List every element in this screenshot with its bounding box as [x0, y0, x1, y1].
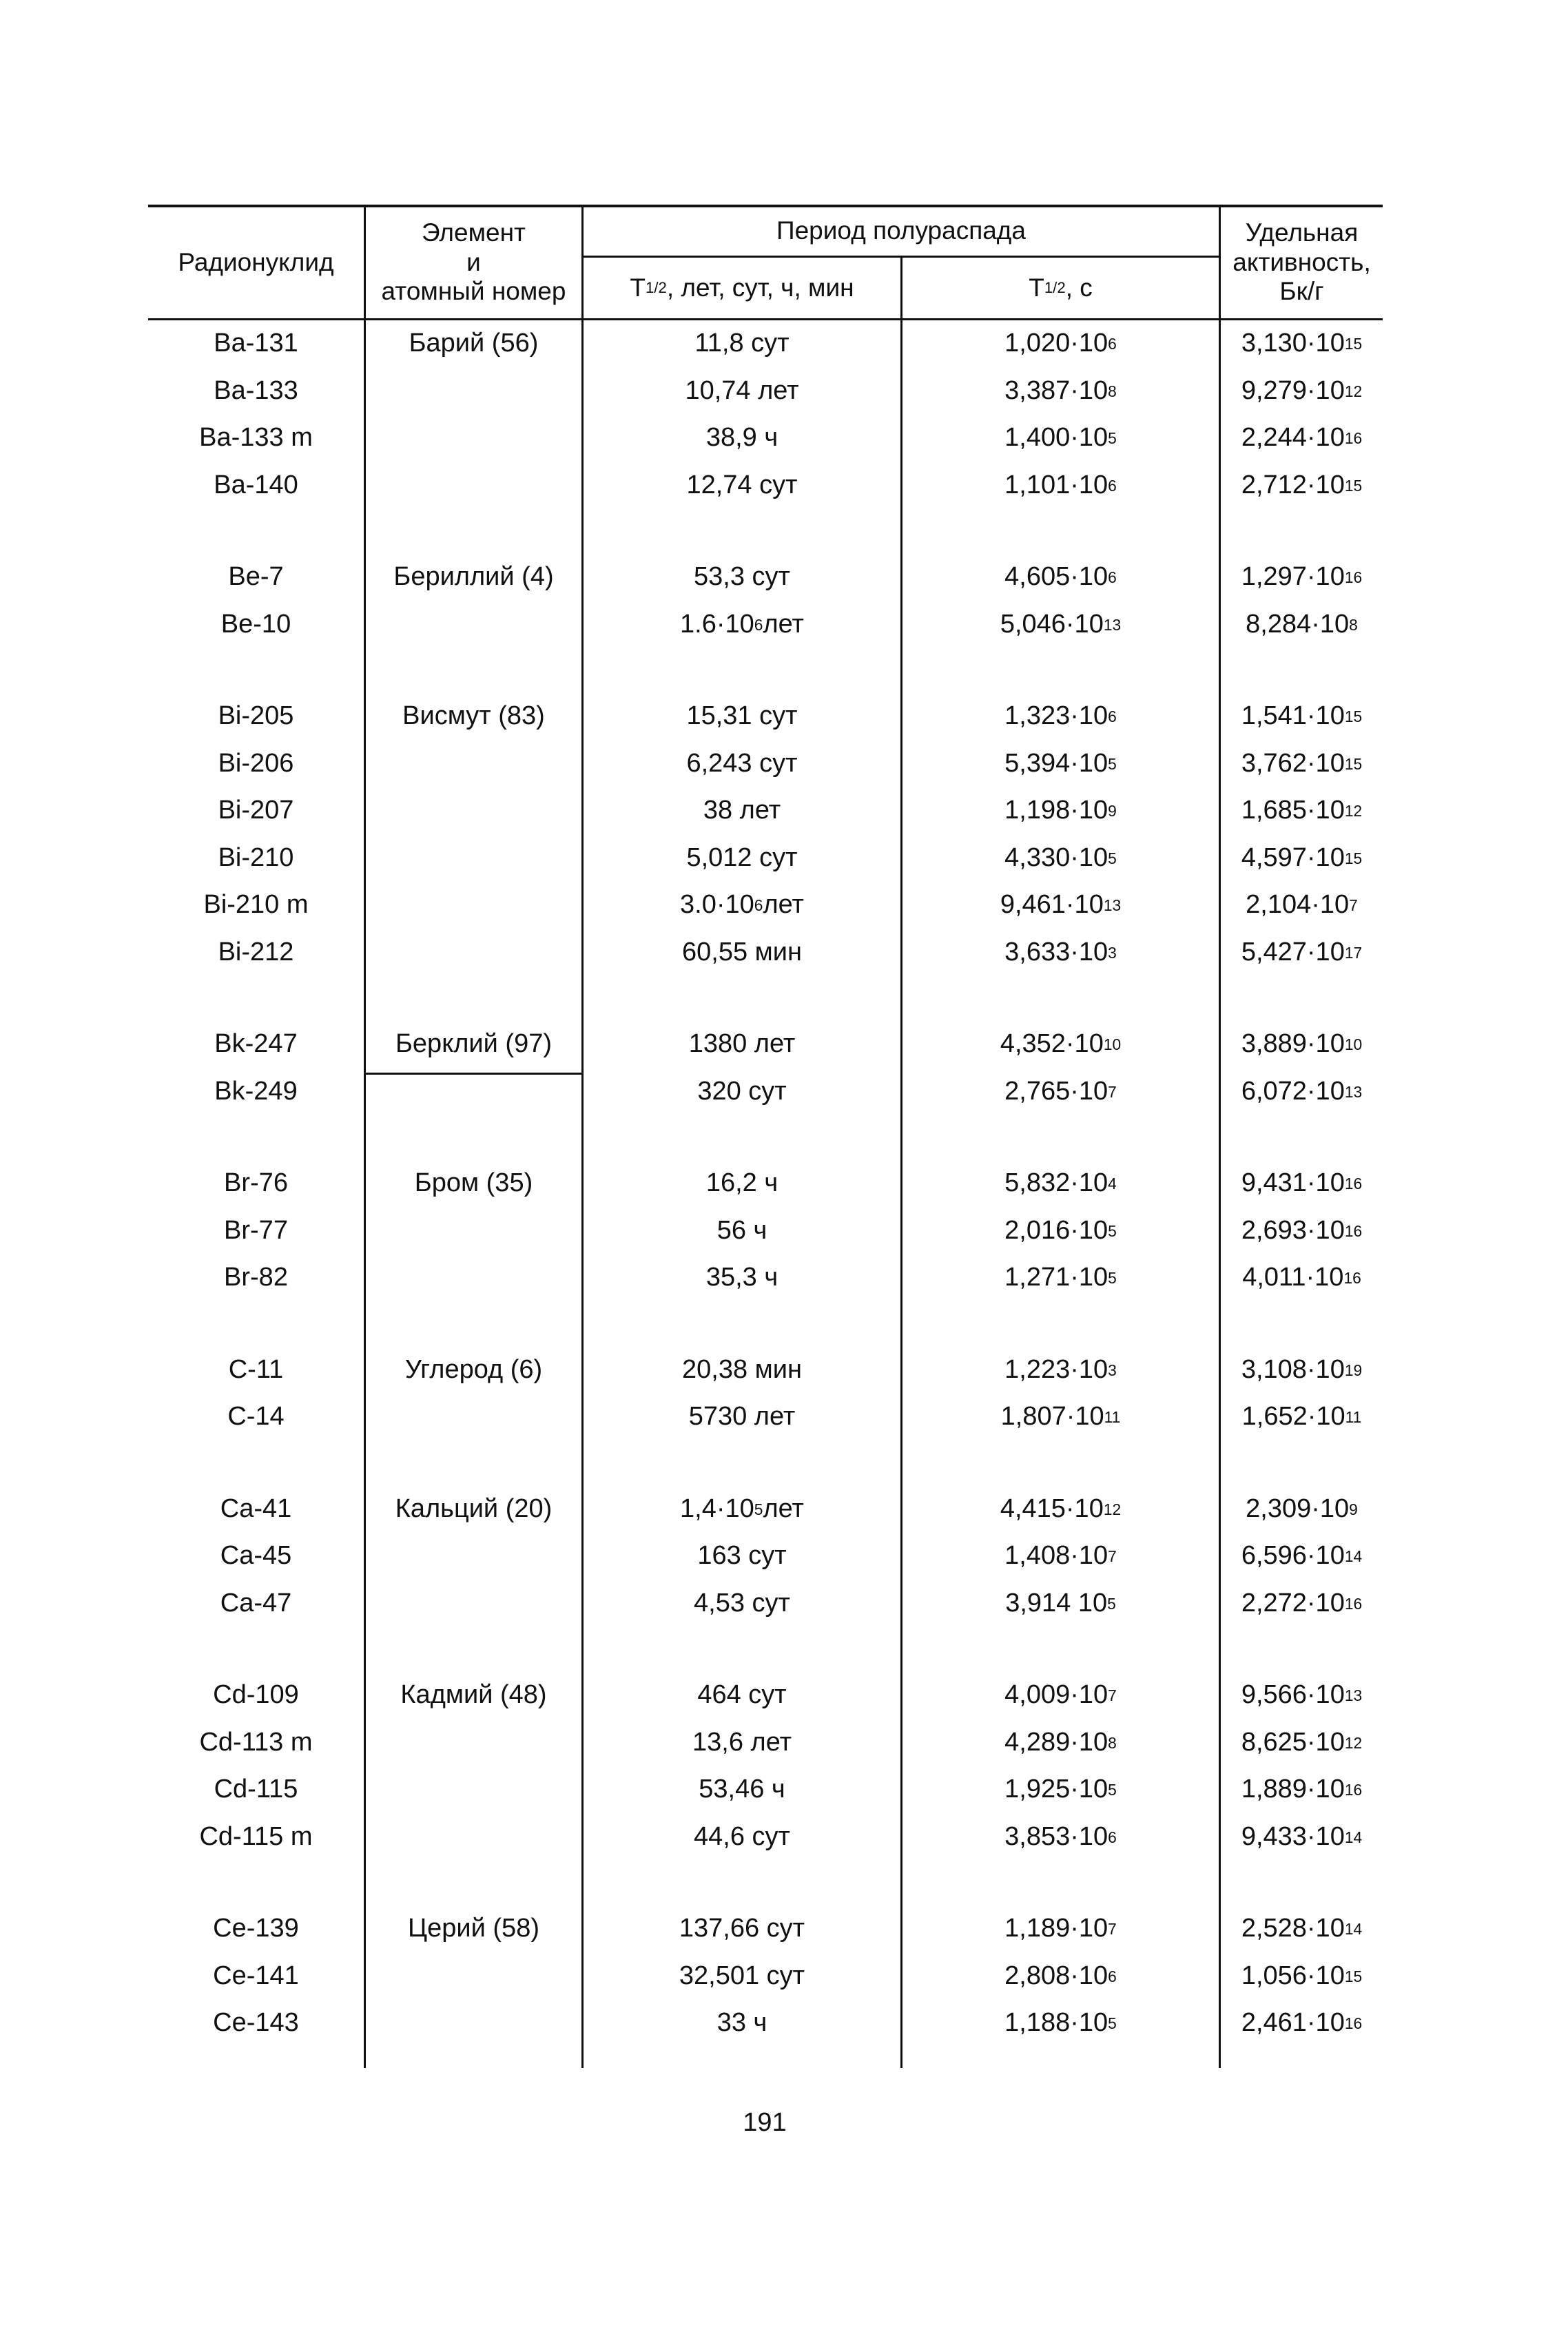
- header-half-life-units: T 1/2 , лет, сут, ч, мин: [630, 273, 854, 302]
- half-life-seconds-cell: 5,832·10 4: [1004, 1168, 1117, 1198]
- nuclide-cell: [148, 1672, 364, 1719]
- activity-cell: 2,712·10 15: [1241, 470, 1363, 499]
- activity-mantissa: 1,685·10: [1241, 796, 1345, 825]
- activity-mantissa: 2,528·10: [1241, 1914, 1345, 1943]
- header-specific-activity: [1221, 207, 1383, 318]
- nuclide-cell: [148, 368, 364, 415]
- nuclide-name: Ca-41: [220, 1494, 292, 1523]
- header-half-life-group-text: Период полураспада: [776, 216, 1026, 245]
- nuclide-cell: [148, 1347, 364, 1394]
- half-life-seconds-cell: 1,925·10 5: [1004, 1775, 1117, 1804]
- activity-mantissa: 2,272·10: [1241, 1588, 1345, 1618]
- nuclide-name: Bi-206: [218, 748, 294, 778]
- header-activity-line2: активность,: [1232, 247, 1371, 276]
- half-life-seconds-cell: 1,271·10 5: [1004, 1263, 1117, 1292]
- header-half-life-seconds: T 1/2 , с: [1029, 273, 1093, 302]
- nuclide-name: Ba-133 m: [199, 423, 313, 453]
- half-life-seconds-cell: 2,016·10 5: [1004, 1215, 1117, 1245]
- activity-cell: 3,108·10 19: [1241, 1354, 1363, 1384]
- half-life-seconds-mantissa: 2,808·10: [1004, 1961, 1108, 1990]
- nuclide-cell: [148, 882, 364, 929]
- nuclide-name: Cd-115: [214, 1775, 298, 1804]
- activity-cell: 3,889·10 10: [1241, 1029, 1363, 1059]
- nuclide-cell: [148, 2000, 364, 2047]
- element-name: Кальций (20): [395, 1494, 553, 1523]
- half-life-seconds-cell: 1,198·10 9: [1004, 796, 1117, 825]
- half-life-seconds-cell: 1,323·10 6: [1004, 701, 1117, 731]
- half-life-cell: [584, 415, 900, 462]
- nuclide-name: Bi-210: [218, 843, 294, 872]
- half-life-seconds-mantissa: 1,223·10: [1004, 1354, 1108, 1384]
- activity-mantissa: 1,297·10: [1241, 562, 1345, 592]
- half-life-seconds-cell: 4,605·10 6: [1004, 562, 1117, 592]
- activity-mantissa: 4,597·10: [1241, 843, 1345, 872]
- half-life-cell: [584, 1672, 900, 1719]
- nuclide-name: Cd-113 m: [199, 1727, 313, 1757]
- half-life-cell: [584, 1580, 900, 1628]
- half-life-seconds-cell: 4,415·10 12: [1000, 1494, 1122, 1523]
- activity-mantissa: 8,284·10: [1246, 609, 1350, 639]
- half-life-value: 35,3 ч: [705, 1263, 778, 1292]
- half-life-cell: [584, 1347, 900, 1394]
- half-life-cell: 1,4·10 5 лет: [680, 1494, 804, 1523]
- half-life-seconds-cell: 5,046·10 13: [1000, 609, 1122, 639]
- half-life-seconds-cell: 3,387·10 8: [1004, 375, 1117, 405]
- nuclide-cell: [148, 601, 364, 649]
- header-element-line3: атомный номер: [381, 277, 566, 306]
- activity-cell: 9,566·10 13: [1241, 1680, 1363, 1710]
- half-life-seconds-cell: 3,914 10 5: [1005, 1588, 1116, 1618]
- nuclide-cell: [148, 1766, 364, 1814]
- header-activity-line1: Удельная: [1245, 218, 1359, 247]
- half-life-seconds-cell: 3,853·10 6: [1004, 1821, 1117, 1851]
- half-life-cell: [584, 1766, 900, 1814]
- element-name: Бериллий (4): [393, 562, 554, 592]
- activity-cell: 9,279·10 12: [1241, 375, 1363, 405]
- element-name: Висмут (83): [402, 701, 545, 731]
- activity-cell: 8,625·10 12: [1241, 1727, 1363, 1757]
- half-life-cell: [584, 1394, 900, 1441]
- half-life-seconds-mantissa: 1,198·10: [1004, 796, 1108, 825]
- half-life-value: 4,53 сут: [694, 1588, 790, 1618]
- nuclide-name: Ca-45: [220, 1541, 292, 1571]
- half-life-seconds-mantissa: 5,394·10: [1004, 748, 1108, 778]
- element-name: Бром (35): [414, 1168, 533, 1198]
- half-life-value: 20,38 мин: [682, 1354, 802, 1384]
- half-life-seconds-cell: 1,807·10 11: [1000, 1402, 1121, 1432]
- half-life-cell: [584, 462, 900, 510]
- half-life-value: 11,8 сут: [694, 329, 790, 358]
- half-life-seconds-mantissa: 1,400·10: [1004, 423, 1108, 453]
- half-life-value: 56 ч: [716, 1215, 767, 1245]
- activity-mantissa: 1,652·10: [1241, 1402, 1345, 1432]
- header-half-life-seconds-text: , с: [1065, 273, 1093, 302]
- nuclide-name: Ce-143: [213, 2008, 299, 2038]
- activity-cell: 4,597·10 15: [1241, 843, 1363, 872]
- activity-mantissa: 4,011·10: [1242, 1263, 1344, 1292]
- activity-cell: 9,431·10 16: [1241, 1168, 1363, 1198]
- half-life-value: 1.6·10: [680, 609, 754, 639]
- nuclide-name: Ce-139: [213, 1914, 299, 1943]
- half-life-cell: [584, 1905, 900, 1953]
- half-life-cell: [584, 1021, 900, 1068]
- header-half-life-group: [584, 207, 1219, 256]
- activity-cell: 2,461·10 16: [1241, 2008, 1363, 2038]
- nuclide-name: Ba-131: [214, 329, 298, 358]
- berkelium-underline: [365, 1073, 583, 1075]
- activity-mantissa: 1,056·10: [1241, 1961, 1345, 1990]
- half-life-value: 163 сут: [697, 1541, 787, 1571]
- element-name: Кадмий (48): [400, 1680, 547, 1710]
- nuclide-name: Br-76: [224, 1168, 288, 1198]
- activity-mantissa: 3,762·10: [1241, 748, 1345, 778]
- half-life-seconds-mantissa: 3,853·10: [1004, 1821, 1108, 1851]
- half-life-cell: [584, 1068, 900, 1116]
- element-name: Берклий (97): [395, 1029, 553, 1059]
- element-name: Церий (58): [408, 1914, 539, 1943]
- nuclide-name: Ce-141: [213, 1961, 299, 1990]
- activity-cell: 2,244·10 16: [1241, 423, 1363, 453]
- nuclide-cell: [148, 1953, 364, 2001]
- nuclide-cell: [148, 462, 364, 510]
- activity-mantissa: 9,431·10: [1241, 1168, 1345, 1198]
- nuclide-cell: [148, 1486, 364, 1533]
- activity-cell: 1,685·10 12: [1241, 796, 1363, 825]
- header-radionuclide: [148, 207, 364, 318]
- half-life-value: 38 лет: [703, 796, 781, 825]
- half-life-seconds-cell: 5,394·10 5: [1004, 748, 1117, 778]
- half-life-seconds-mantissa: 2,016·10: [1004, 1215, 1108, 1245]
- nuclide-name: C-11: [228, 1354, 284, 1384]
- activity-mantissa: 9,566·10: [1241, 1680, 1345, 1710]
- half-life-unit: лет: [763, 609, 804, 639]
- half-life-seconds-mantissa: 4,289·10: [1004, 1727, 1108, 1757]
- nuclide-name: Ba-140: [214, 470, 298, 499]
- nuclide-name: Cd-115 m: [199, 1821, 313, 1851]
- nuclide-name: Bi-210 m: [203, 890, 309, 920]
- nuclide-cell: [148, 741, 364, 788]
- half-life-seconds-cell: 2,765·10 7: [1004, 1076, 1117, 1106]
- element-cell: [366, 1905, 581, 1953]
- half-life-seconds-cell: 2,808·10 6: [1004, 1961, 1117, 1990]
- activity-cell: 5,427·10 17: [1241, 937, 1363, 967]
- half-life-cell: [584, 1719, 900, 1767]
- half-life-seconds-cell: 3,633·10 3: [1004, 937, 1117, 967]
- nuclide-name: Bi-207: [218, 796, 294, 825]
- half-life-seconds-mantissa: 1,101·10: [1004, 470, 1108, 499]
- element-cell: [366, 1486, 581, 1533]
- half-life-seconds-cell: 1,101·10 6: [1004, 470, 1117, 499]
- half-life-value: 320 сут: [697, 1076, 787, 1106]
- half-life-value: 1,4·10: [680, 1494, 754, 1523]
- half-life-value: 1380 лет: [688, 1029, 796, 1059]
- t-symbol: T: [1029, 273, 1044, 302]
- half-life-seconds-cell: 1,189·10 7: [1004, 1914, 1117, 1943]
- nuclide-cell: [148, 1068, 364, 1116]
- activity-cell: 1,056·10 15: [1241, 1961, 1363, 1990]
- half-life-cell: 3.0·10 6 лет: [680, 890, 804, 920]
- half-life-value: 10,74 лет: [685, 375, 799, 405]
- half-life-seconds-mantissa: 2,765·10: [1004, 1076, 1108, 1106]
- t-symbol: T: [630, 273, 646, 302]
- activity-mantissa: 6,596·10: [1241, 1541, 1345, 1571]
- half-life-seconds-cell: 4,352·10 10: [1000, 1029, 1122, 1059]
- activity-mantissa: 5,427·10: [1241, 937, 1345, 967]
- activity-cell: 6,596·10 14: [1241, 1541, 1363, 1571]
- activity-mantissa: 1,541·10: [1241, 701, 1345, 731]
- header-element: [366, 207, 581, 318]
- half-life-cell: [584, 835, 900, 882]
- activity-cell: 1,297·10 16: [1241, 562, 1363, 592]
- nuclide-name: Bk-247: [214, 1029, 298, 1059]
- nuclide-cell: [148, 1254, 364, 1302]
- nuclide-cell: [148, 415, 364, 462]
- activity-mantissa: 9,279·10: [1241, 375, 1345, 405]
- half-life-value: 32,501 сут: [679, 1961, 805, 1990]
- half-life-cell: [584, 554, 900, 601]
- half-life-value: 15,31 сут: [686, 701, 798, 731]
- half-life-cell: [584, 741, 900, 788]
- half-life-seconds-mantissa: 5,046·10: [1000, 609, 1104, 639]
- half-life-seconds-cell: 1,400·10 5: [1004, 423, 1117, 453]
- half-life-cell: [584, 2000, 900, 2047]
- element-name: Углерод (6): [404, 1354, 543, 1384]
- half-life-value: 5,012 сут: [686, 843, 798, 872]
- half-life-seconds-mantissa: 5,832·10: [1004, 1168, 1108, 1198]
- half-life-seconds-cell: 1,188·10 5: [1004, 2008, 1117, 2038]
- half-life-seconds-mantissa: 9,461·10: [1000, 890, 1104, 920]
- half-life-seconds-mantissa: 4,330·10: [1004, 843, 1108, 872]
- activity-cell: 2,272·10 16: [1241, 1588, 1363, 1618]
- half-life-seconds-mantissa: 1,807·10: [1000, 1402, 1104, 1432]
- half-life-value: 6,243 сут: [686, 748, 798, 778]
- half-life-seconds-mantissa: 4,352·10: [1000, 1029, 1104, 1059]
- header-activity-line3: Бк/г: [1279, 277, 1324, 306]
- header-element-line1: Элемент: [422, 218, 526, 247]
- activity-mantissa: 3,108·10: [1241, 1354, 1345, 1384]
- half-life-cell: 1.6·10 6 лет: [680, 609, 804, 639]
- half-life-seconds-cell: 1,223·10 3: [1004, 1354, 1117, 1384]
- activity-cell: 3,762·10 15: [1241, 748, 1363, 778]
- half-life-seconds-mantissa: 1,020·10: [1004, 329, 1108, 358]
- half-life-unit: лет: [763, 1494, 804, 1523]
- half-life-cell: [584, 320, 900, 368]
- half-life-cell: [584, 1533, 900, 1580]
- nuclide-name: Cd-109: [213, 1680, 299, 1710]
- element-cell: [366, 554, 581, 601]
- nuclide-name: Br-82: [224, 1263, 288, 1292]
- activity-mantissa: 1,889·10: [1241, 1775, 1345, 1804]
- activity-cell: 9,433·10 14: [1241, 1821, 1363, 1851]
- half-life-value: 13,6 лет: [692, 1727, 792, 1757]
- nuclide-cell: [148, 1533, 364, 1580]
- element-cell: [366, 1672, 581, 1719]
- half-life-cell: [584, 1254, 900, 1302]
- half-life-value: 53,3 сут: [694, 562, 790, 592]
- half-life-seconds-cell: 1,408·10 7: [1004, 1541, 1117, 1571]
- element-cell: [366, 693, 581, 741]
- half-life-seconds-mantissa: 3,387·10: [1004, 375, 1108, 405]
- nuclide-cell: [148, 835, 364, 882]
- half-life-cell: [584, 368, 900, 415]
- activity-mantissa: 2,309·10: [1246, 1494, 1350, 1523]
- element-cell: [366, 1021, 581, 1068]
- element-cell: [366, 320, 581, 368]
- half-life-seconds-mantissa: 3,633·10: [1004, 937, 1108, 967]
- half-life-cell: [584, 1160, 900, 1208]
- nuclide-name: Ba-133: [214, 375, 298, 405]
- activity-cell: 1,652·10 11: [1241, 1402, 1362, 1432]
- nuclide-name: Bi-212: [218, 937, 294, 967]
- page-number: 191: [743, 2108, 787, 2137]
- half-life-cell: [584, 1814, 900, 1861]
- activity-mantissa: 2,461·10: [1241, 2008, 1345, 2038]
- nuclide-name: Be-7: [228, 562, 284, 592]
- half-life-seconds-mantissa: 3,914 10: [1005, 1588, 1108, 1618]
- half-life-value: 464 сут: [697, 1680, 787, 1710]
- nuclide-cell: [148, 1905, 364, 1953]
- half-life-seconds-mantissa: 1,925·10: [1004, 1775, 1108, 1804]
- half-life-unit: лет: [763, 890, 804, 920]
- activity-mantissa: 2,104·10: [1246, 890, 1350, 920]
- nuclide-cell: [148, 1719, 364, 1767]
- activity-mantissa: 9,433·10: [1241, 1821, 1345, 1851]
- half-life-value: 16,2 ч: [705, 1168, 778, 1198]
- nuclide-cell: [148, 320, 364, 368]
- half-life-value: 5730 лет: [688, 1402, 796, 1432]
- nuclide-name: Be-10: [220, 609, 291, 639]
- half-life-value: 38,9 ч: [705, 423, 778, 453]
- half-life-seconds-cell: 4,289·10 8: [1004, 1727, 1117, 1757]
- nuclide-cell: [148, 554, 364, 601]
- activity-cell: 2,693·10 16: [1241, 1215, 1363, 1245]
- nuclide-cell: [148, 1814, 364, 1861]
- nuclide-name: Ca-47: [220, 1588, 292, 1618]
- half-life-cell: [584, 1208, 900, 1255]
- half-life-value: 12,74 сут: [686, 470, 798, 499]
- activity-mantissa: 3,130·10: [1241, 329, 1345, 358]
- nuclide-name: Bi-205: [218, 701, 294, 731]
- half-life-seconds-mantissa: 1,188·10: [1004, 2008, 1108, 2038]
- nuclide-name: Br-77: [224, 1215, 288, 1245]
- activity-mantissa: 2,712·10: [1241, 470, 1345, 499]
- col-divider-1: [364, 206, 366, 2068]
- activity-mantissa: 2,244·10: [1241, 423, 1345, 453]
- activity-cell: 1,541·10 15: [1241, 701, 1363, 731]
- activity-mantissa: 2,693·10: [1241, 1215, 1345, 1245]
- element-cell: [366, 1347, 581, 1394]
- half-life-seconds-mantissa: 1,189·10: [1004, 1914, 1108, 1943]
- nuclide-cell: [148, 787, 364, 835]
- nuclide-name: Bk-249: [214, 1076, 298, 1106]
- element-cell: [366, 1160, 581, 1208]
- half-life-seconds-cell: 1,020·10 6: [1004, 329, 1117, 358]
- half-life-seconds-cell: 9,461·10 13: [1000, 890, 1122, 920]
- nuclide-cell: [148, 1394, 364, 1441]
- activity-cell: 2,528·10 14: [1241, 1914, 1363, 1943]
- half-life-cell: [584, 1953, 900, 2001]
- activity-mantissa: 6,072·10: [1241, 1076, 1345, 1106]
- element-name: Барий (56): [409, 329, 539, 358]
- half-life-value: 44,6 сут: [694, 1821, 790, 1851]
- activity-cell: 4,011·10 16: [1242, 1263, 1361, 1292]
- nuclide-cell: [148, 693, 364, 741]
- half-life-cell: [584, 929, 900, 977]
- activity-mantissa: 3,889·10: [1241, 1029, 1345, 1059]
- half-life-seconds-cell: 4,330·10 5: [1004, 843, 1117, 872]
- half-life-seconds-mantissa: 4,415·10: [1000, 1494, 1104, 1523]
- activity-cell: 2,104·10 7: [1246, 890, 1358, 920]
- half-life-cell: [584, 693, 900, 741]
- half-life-seconds-mantissa: 4,605·10: [1004, 562, 1108, 592]
- half-life-value: 60,55 мин: [682, 937, 802, 967]
- half-life-value: 33 ч: [716, 2008, 767, 2038]
- half-life-seconds-mantissa: 1,408·10: [1004, 1541, 1108, 1571]
- half-life-value: 53,46 ч: [699, 1775, 785, 1804]
- nuclide-cell: [148, 929, 364, 977]
- half-life-seconds-cell: 4,009·10 7: [1004, 1680, 1117, 1710]
- header-radionuclide-text: Радионуклид: [178, 247, 334, 276]
- half-life-value: 137,66 сут: [679, 1914, 805, 1943]
- header-half-life-units-text: , лет, сут, ч, мин: [666, 273, 854, 302]
- nuclide-name: C-14: [227, 1402, 285, 1432]
- half-life-cell: [584, 787, 900, 835]
- half-life-seconds-mantissa: 4,009·10: [1004, 1680, 1108, 1710]
- activity-cell: 3,130·10 15: [1241, 329, 1363, 358]
- nuclide-cell: [148, 1208, 364, 1255]
- activity-cell: 6,072·10 13: [1241, 1076, 1363, 1106]
- activity-cell: 2,309·10 9: [1246, 1494, 1358, 1523]
- nuclide-cell: [148, 1580, 364, 1628]
- activity-cell: 1,889·10 16: [1241, 1775, 1363, 1804]
- half-life-seconds-mantissa: 1,323·10: [1004, 701, 1108, 731]
- nuclide-cell: [148, 1021, 364, 1068]
- half-life-value: 3.0·10: [680, 890, 754, 920]
- half-life-seconds-mantissa: 1,271·10: [1004, 1263, 1108, 1292]
- activity-cell: 8,284·10 8: [1246, 609, 1358, 639]
- nuclide-cell: [148, 1160, 364, 1208]
- activity-mantissa: 8,625·10: [1241, 1727, 1345, 1757]
- header-element-line2: и: [466, 247, 481, 276]
